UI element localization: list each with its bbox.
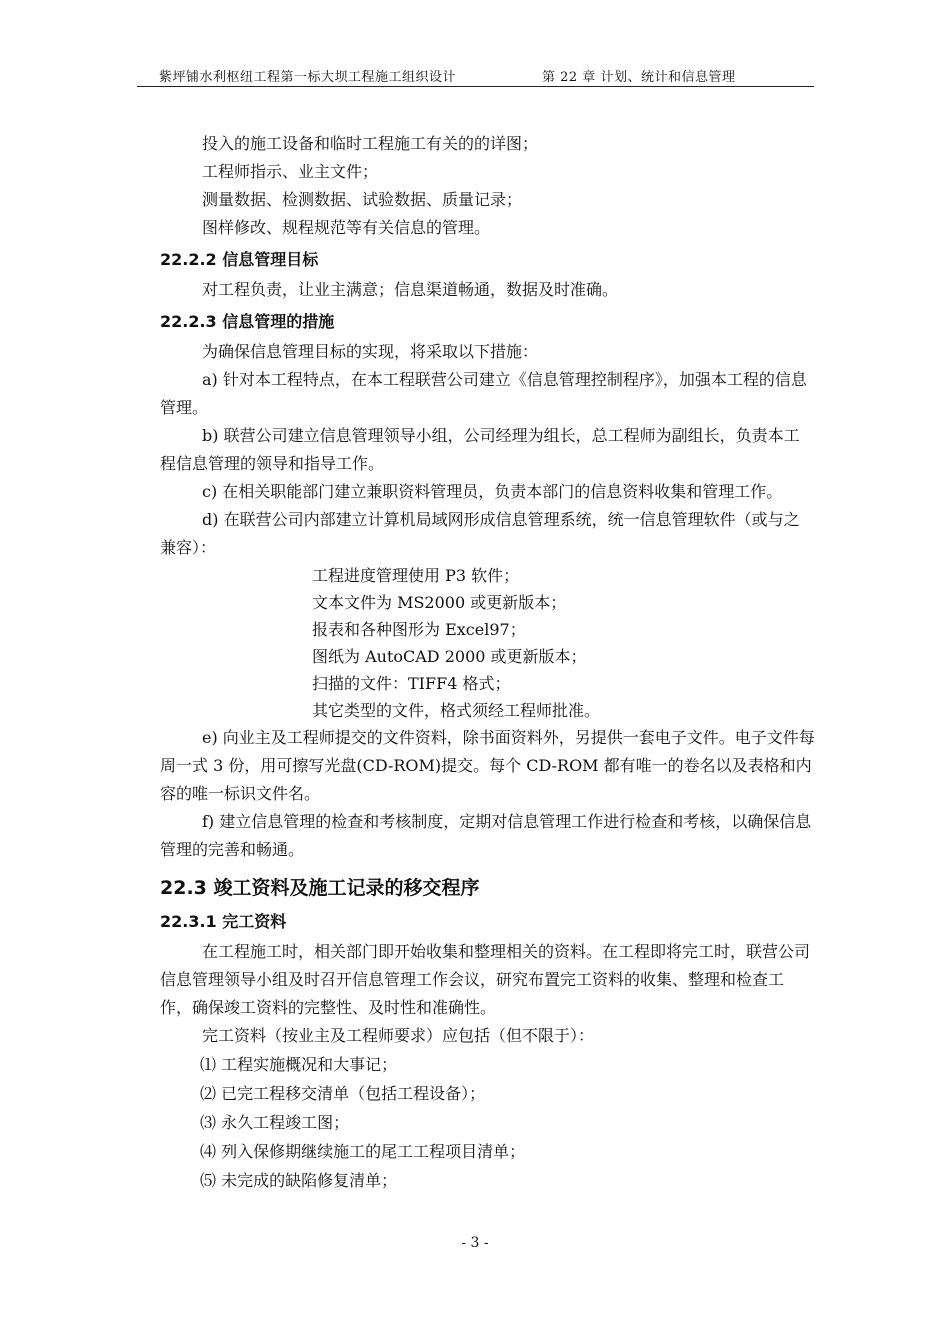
measure-b: b) 联营公司建立信息管理领导小组，公司经理为组长，总工程师为副组长，负责本工程信息管理的领导和指导工作。 [160,426,800,473]
paragraph: 在工程施工时，相关部门即开始收集和整理相关的资料。在工程即将完工时，联营公司信息管理领导小组及时召开信息管理工作会议，研究布置完工资料的收集、整理和检查工作，确保竣工资料的完整性、及时性和准确性。 [160,942,811,1017]
software-item: 工程进度管理使用 P3 软件； [312,566,520,585]
page-number: - 3 - [461,1235,489,1251]
measure-c: c) 在相关职能部门建立兼职资料管理员，负责本部门的信息资料收集和管理工作。 [202,482,783,501]
heading-22-2-3: 22.2.3 信息管理的措施 [160,312,335,331]
software-item: 图纸为 AutoCAD 2000 或更新版本； [312,647,587,666]
measure-e: e) 向业主及工程师提交的文件资料，除书面资料外，另提供一套电子文件。电子文件每周一式 3 份，用可擦写光盘(CD-ROM)提交。每个 CD-ROM 都有唯一的卷名以及表格和内容的唯一标识文件名。 [160,728,815,803]
header-chapter-title: 第 22 章 计划、统计和信息管理 [542,70,736,85]
heading-22-3-1: 22.3.1 完工资料 [160,912,287,931]
intro-line: 投入的施工设备和临时工程施工有关的的详图； [202,134,539,153]
intro-line: 测量数据、检测数据、试验数据、质量记录； [202,190,523,209]
paragraph: 完工资料（按业主及工程师要求）应包括（但不限于）： [202,1026,595,1045]
page-content [160,130,815,1195]
heading-22-2-2: 22.2.2 信息管理目标 [160,250,319,269]
page-header [137,64,814,87]
software-item: 扫描的文件：TIFF4 格式； [312,674,511,693]
measure-f: f) 建立信息管理的检查和考核制度，定期对信息管理工作进行检查和考核，以确保信息管理的完善和畅通。 [160,812,812,859]
list-item: ⑸ 未完成的缺陷修复清单； [200,1171,398,1190]
intro-line: 图样修改、规程规范等有关信息的管理。 [202,218,491,237]
paragraph: 对工程负责，让业主满意；信息渠道畅通，数据及时准确。 [202,280,619,299]
heading-22-3: 22.3 竣工资料及施工记录的移交程序 [160,877,480,899]
software-item: 报表和各种图形为 Excel97； [312,620,526,639]
intro-line: 工程师指示、业主文件； [202,162,379,181]
measure-d: d) 在联营公司内部建立计算机局域网形成信息管理系统，统一信息管理软件（或与之兼容）： [160,510,800,557]
paragraph: 为确保信息管理目标的实现，将采取以下措施： [202,342,539,361]
list-item: ⑵ 已完工程移交清单（包括工程设备）； [200,1084,486,1103]
list-item: ⑶ 永久工程竣工图； [200,1113,350,1132]
header-document-title: 紫坪铺水利枢纽工程第一标大坝工程施工组织设计 [159,70,457,85]
list-item: ⑴ 工程实施概况和大事记； [200,1055,398,1074]
measure-a: a) 针对本工程特点，在本工程联营公司建立《信息管理控制程序》，加强本工程的信息管理。 [160,370,807,417]
software-item: 文本文件为 MS2000 或更新版本； [312,593,567,612]
list-item: ⑷ 列入保修期继续施工的尾工工程项目清单； [200,1142,526,1161]
software-item: 其它类型的文件，格式须经工程师批准。 [312,701,601,720]
